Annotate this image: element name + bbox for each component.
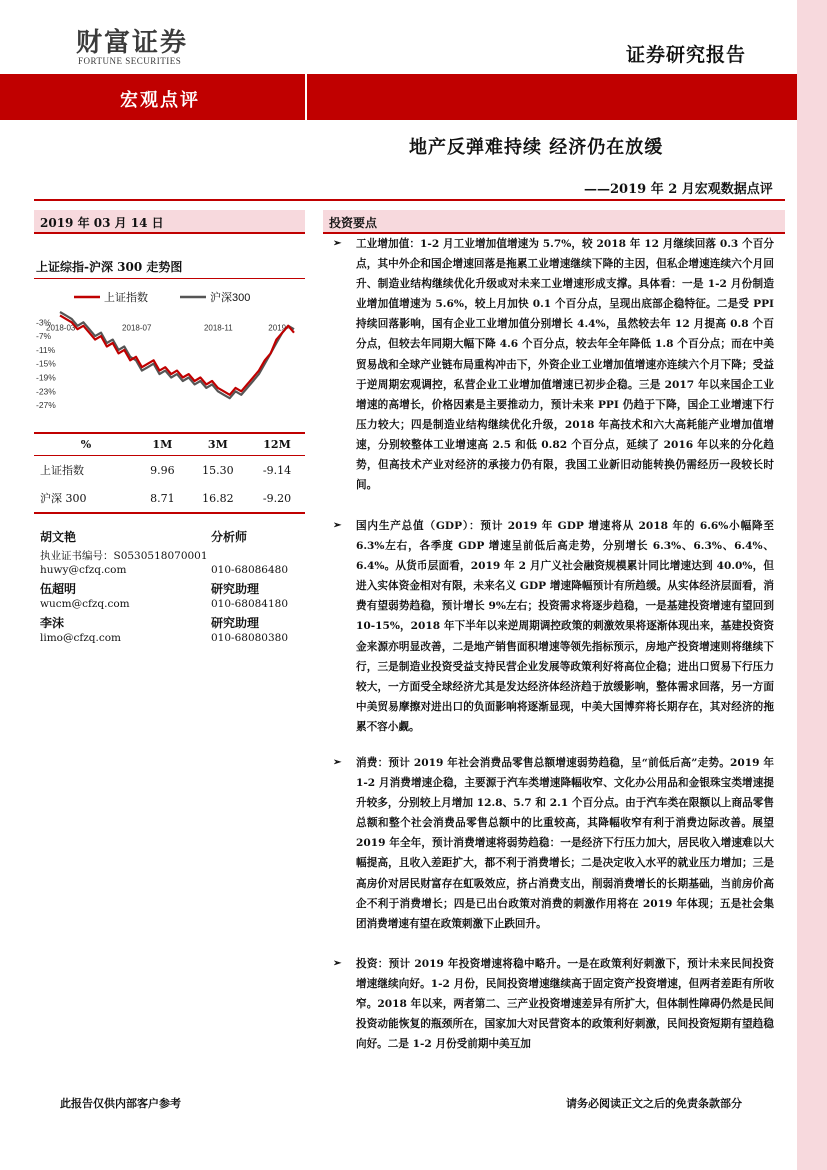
title-rule [34, 199, 785, 201]
paragraph-consumption: 消费：预计 2019 年社会消费品零售总额增速弱势趋稳，呈“前低后高”走势。2019 年 1-2 月消费增速企稳，主要源于汽车类增速降幅收窄、文化办公用品和金银珠宝类增速提升较多，分别较上月增加 12.8、5.7 和 2.1 个百分点。由于汽车类在限额以上商品零售总额和整个社会消费品零售总额中的比重较高，其降幅收窄有利于消费边际改善。展望 2019 年全年，预计消费增速将弱势趋稳：一是经济下行压力加大，居民收入增速难以大幅提高，且收入差距扩大，都不利于消费增长；二是决定收入水平的就业压力增加；三是高房价对居民财富存在虹吸效应，挤占消费支出，削弱消费增长的长期基础，当前房价高企不利于消费增长；四是已出台政策对消费的刺激作用将在 2019 年体现；五是社会集团消费增速有望在政策刺激下止跌回升。 [356, 757, 774, 930]
document-type: 证券研究报告 [626, 44, 747, 66]
x-tick-label: 2018-03 [46, 323, 76, 333]
table-cell: 15.30 [202, 463, 234, 477]
col-header: 1M [138, 433, 187, 456]
chart-title: 上证综指-沪深 300 走势图 [36, 260, 183, 274]
analyst-role: 研究助理 [211, 616, 260, 630]
legend-label: 上证指数 [104, 292, 148, 304]
analyst-role: 研究助理 [211, 582, 260, 596]
analyst-phone: 010-68084180 [211, 598, 289, 610]
col-header: 3M [187, 433, 249, 456]
report-date: 2019 年 03 月 14 日 [40, 216, 164, 230]
bullet-icon: ➢ [333, 238, 342, 249]
series-line [60, 315, 294, 394]
paragraph-industry: 工业增加值：1-2 月工业增加值增速为 5.7%，较 2018 年 12 月继续回落 0.3 个百分点，其中外企和国企增速回落是拖累工业增速继续下降的主因，但私企增速连续六个月回升、制造业结构继续优化升级或对未来工业增速形成支撑。具体看：一是 1-2 月份制造业增加值增速为 5.6%，较上月加快 0.1 个百分点，呈现出底部企稳特征。二是受 PPI 持续回落影响，国有企业工业增加值分别增长 4.4%，虽然较去年 12 月提高 0.8 个百分点，但较去年同期大幅下降 4.6 个百分点，较去年全年降低 1.8 个百分点；而在中美贸易战和全球产业链布局重构冲击下，外资企业工业增加值增速亦连续六个月下降；受益于逆周期宏观调控，私营企业工业增加值增速已初步企稳。三是 2017 年以来国企工业增速的高增长，价格因素是主要推动力，预计未来 PPI 仍趋于下降，国企工业增速下行压力较大；四是制造业结构继续优化升级，2018 年高技术和六大高耗能产业增加值增速，分别较整体工业增速高 2.5 和低 0.82 个百分点，延续了 2016 年以来的分化趋势，但高技术产业对经济的承接力仍有限，我国工业新旧动能转换仍需经历一段较长时间。 [356, 238, 774, 492]
y-tick-label: -23% [36, 386, 56, 397]
table-cell: 上证指数 [40, 464, 84, 477]
index-trend-chart [34, 284, 305, 419]
analyst-name: 伍超明 [40, 582, 77, 596]
analyst-row [34, 614, 305, 630]
x-tick-label: 2019- [268, 323, 289, 333]
table-row [34, 456, 305, 485]
analyst-email: huwy@cfzq.com [40, 564, 127, 576]
key-points-heading: 投资要点 [329, 216, 378, 230]
analyst-row [34, 632, 305, 648]
chart-rule [34, 278, 305, 279]
table-cell: -9.20 [249, 484, 305, 513]
section-tag: 宏观点评 [120, 90, 200, 111]
x-axis [46, 323, 289, 332]
brand-logo: 财富证券 [76, 28, 189, 58]
report-subtitle: ——2019 年 2 月宏观数据点评 [584, 182, 773, 197]
performance-table [34, 432, 305, 514]
table-cell: 沪深 300 [34, 484, 138, 513]
right-edge-band [797, 0, 827, 1170]
analyst-row [34, 598, 305, 614]
bullet-icon: ➢ [333, 958, 342, 969]
paragraph-gdp: 国内生产总值（GDP）：预计 2019 年 GDP 增速将从 2018 年的 6.6%小幅降至 6.3%左右，各季度 GDP 增速呈前低后高走势，分别增长 6.3%、6.3%、6.4%、6.4%。从货币层面看，2019 年 2 月广义社会融资规模累计同比增速达到 40.0%，但进入实体资金相对有限，未来名义 GDP 增速降幅预计有所趋缓。从实体经济层面看，消费有望弱势趋稳，预计增长 9%左右；投资需求将逐步趋稳，一是基建投资增速有望回到 10-15%，2018 年下半年以来逆周期调控政策的刺激效果将逐渐体现出来，基建投资资金来源亦明显改善，二是地产销售面积增速等领先指标预示，房地产投资增速则将继续下行，三是制造业投资受益支持民营企业发展等政策利好将高位企稳；进出口贸易下行压力较大，一方面受全球经济尤其是发达经济体经济趋于放缓影响，整体需求回落，另一方面中美贸易摩擦对进出口的负面影响将逐渐显现，中美大国博弈将长期存在，其对经济的拖累不容小觑。 [356, 520, 774, 733]
footer-disclaimer-right: 请务必阅读正文之后的免责条款部分 [566, 1097, 742, 1110]
bullet-icon: ➢ [333, 757, 342, 768]
date-box [34, 210, 305, 234]
analyst-email: wucm@cfzq.com [40, 598, 130, 610]
analyst-row [34, 528, 305, 544]
analyst-row [34, 564, 305, 580]
paragraph-investment: 投资：预计 2019 年投资增速将稳中略升。一是在政策利好刺激下，预计未来民间投资增速继续向好。1-2 月份，民间投资增速继续高于固定资产投资增速，但两者差距有所收窄。2018 年以来，两者第二、三产业投资增速差异有所扩大，但体制性障碍仍然是民间投资动能恢复的瓶颈所在，国家加大对民营资本的政策利好刺激，民间投资短期有望趋稳向好。二是 1-2 月份受前期中美互加 [356, 958, 774, 1051]
y-tick-label: -27% [36, 400, 56, 411]
y-tick-label: -3% [36, 317, 52, 328]
analyst-phone: 010-68080380 [211, 632, 289, 644]
col-header: 12M [249, 433, 305, 456]
analyst-row [34, 548, 305, 564]
analyst-role: 分析师 [211, 530, 248, 544]
chart-legend [74, 290, 250, 304]
report-title: 地产反弹难持续 经济仍在放缓 [409, 137, 664, 158]
analyst-cert: 执业证书编号：S0530518070001 [40, 550, 208, 562]
analyst-phone: 010-68086480 [211, 564, 289, 576]
y-tick-label: -19% [36, 372, 56, 383]
analyst-name: 胡文艳 [40, 530, 77, 544]
analyst-email: limo@cfzq.com [40, 632, 122, 644]
x-tick-label: 2018-11 [203, 323, 233, 333]
table-row [34, 484, 305, 513]
y-tick-label: -11% [36, 344, 56, 355]
analyst-row [34, 580, 305, 596]
col-header: % [34, 433, 138, 456]
x-tick-label: 2018-07 [122, 323, 152, 333]
table-cell: 16.82 [187, 484, 249, 513]
y-tick-label: -15% [36, 358, 56, 369]
legend-label: 沪深300 [210, 292, 251, 304]
bullet-icon: ➢ [333, 520, 342, 531]
brand-logo-en: FORTUNE SECURITIES [78, 56, 182, 66]
table-cell: 8.71 [138, 484, 187, 513]
footer-disclaimer-left: 此报告仅供内部客户参考 [60, 1097, 181, 1110]
table-cell: -9.14 [262, 463, 292, 477]
key-points-heading-box [323, 210, 785, 234]
chart-series [60, 312, 294, 398]
analyst-name: 李沫 [40, 616, 65, 630]
series-line [60, 312, 294, 398]
y-tick-label: -7% [36, 331, 52, 342]
table-cell: 9.96 [150, 463, 175, 477]
